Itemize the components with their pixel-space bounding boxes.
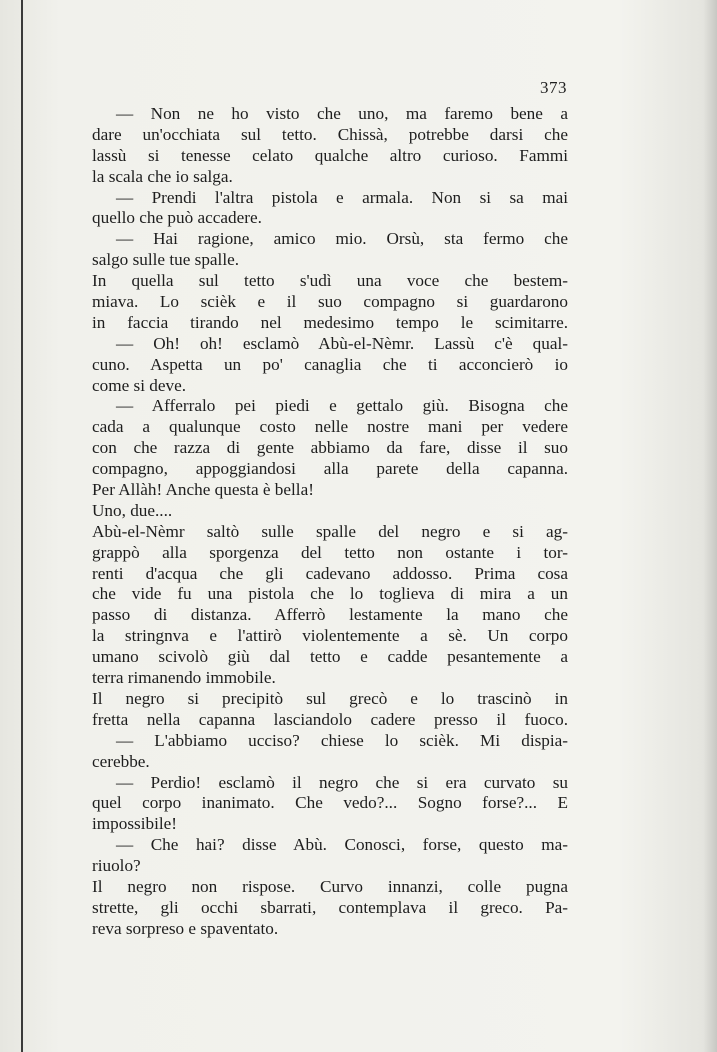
page-number: 373 (540, 78, 567, 97)
text-line: riuolo? (92, 856, 141, 876)
text-line: renti d'acqua che gli cadevano addosso. Prima cosa (92, 563, 568, 583)
text-line: — Prendi l'altra pistola e armala. Non si sa mai (116, 187, 568, 207)
text-line: fretta nella capanna lasciandolo cadere presso il fuoco. (92, 709, 568, 729)
text-line: lassù si tenesse celato qualche altro curioso. Fammi (92, 145, 568, 165)
text-line: quel corpo inanimato. Che vedo?... Sogno forse?... E (92, 793, 568, 813)
text-line: — Perdio! esclamò il negro che si era curvato su (116, 772, 568, 792)
text-line: umano scivolò giù dal tetto e cadde pesantemente a (92, 647, 568, 667)
text-line: — Che hai? disse Abù. Conosci, forse, questo ma- (116, 835, 568, 855)
text-line: — Oh! oh! esclamò Abù-el-Nèmr. Lassù c'è qual- (116, 333, 568, 353)
page-edge-shadow (703, 0, 717, 1052)
text-line: cada a qualunque costo nelle nostre mani per vedere (92, 417, 568, 437)
text-line: In quella sul tetto s'udì una voce che bestem- (92, 271, 568, 291)
body-text (92, 104, 568, 940)
text-line: miava. Lo scièk e il suo compagno si guardarono (92, 292, 568, 312)
text-line: cuno. Aspetta un po' canaglia che ti acconcierò io (92, 354, 568, 374)
text-line: grappò alla sporgenza del tetto non ostante i tor- (92, 542, 568, 562)
text-line: Il negro si precipitò sul grecò e lo trascinò in (92, 688, 568, 708)
text-line: Uno, due.... (92, 500, 173, 520)
text-line: Il negro non rispose. Curvo innanzi, colle pugna (92, 876, 568, 896)
text-line: dare un'occhiata sul tetto. Chissà, potrebbe darsi che (92, 124, 568, 144)
text-line: — L'abbiamo ucciso? chiese lo scièk. Mi dispia- (116, 730, 568, 750)
text-line: — Hai ragione, amico mio. Orsù, sta fermo che (116, 229, 568, 249)
text-line: impossibile! (92, 814, 177, 834)
text-line: Per Allàh! Anche questa è bella! (92, 480, 314, 500)
text-line: con che razza di gente abbiamo da fare, disse il suo (92, 438, 568, 458)
text-line: — Afferralo pei piedi e gettalo giù. Bisogna che (116, 396, 568, 416)
text-line: — Non ne ho visto che uno, ma faremo bene a (116, 104, 568, 123)
text-line: reva sorpreso e spaventato. (92, 918, 279, 938)
text-line: la scala che io salga. (92, 166, 233, 186)
text-line: quello che può accadere. (92, 208, 262, 228)
text-line: salgo sulle tue spalle. (92, 250, 240, 270)
text-line: strette, gli occhi sbarrati, contemplava il greco. Pa- (92, 897, 568, 917)
text-line: che vide fu una pistola che lo toglieva di mira a un (92, 584, 568, 604)
text-line: passo di distanza. Afferrò lestamente la mano che (92, 605, 568, 625)
text-line: Abù-el-Nèmr saltò sulle spalle del negro e si ag- (92, 521, 568, 541)
text-line: compagno, appoggiandosi alla parete della capanna. (92, 459, 568, 479)
text-line: come si deve. (92, 375, 187, 395)
text-line: la stringnva e l'attirò violentemente a sè. Un corpo (92, 626, 568, 646)
text-line: terra rimanendo immobile. (92, 668, 276, 688)
text-line: in faccia tirando nel medesimo tempo le scimitarre. (92, 312, 568, 332)
text-line: cerebbe. (92, 751, 150, 771)
binding-edge-line (21, 0, 23, 1052)
